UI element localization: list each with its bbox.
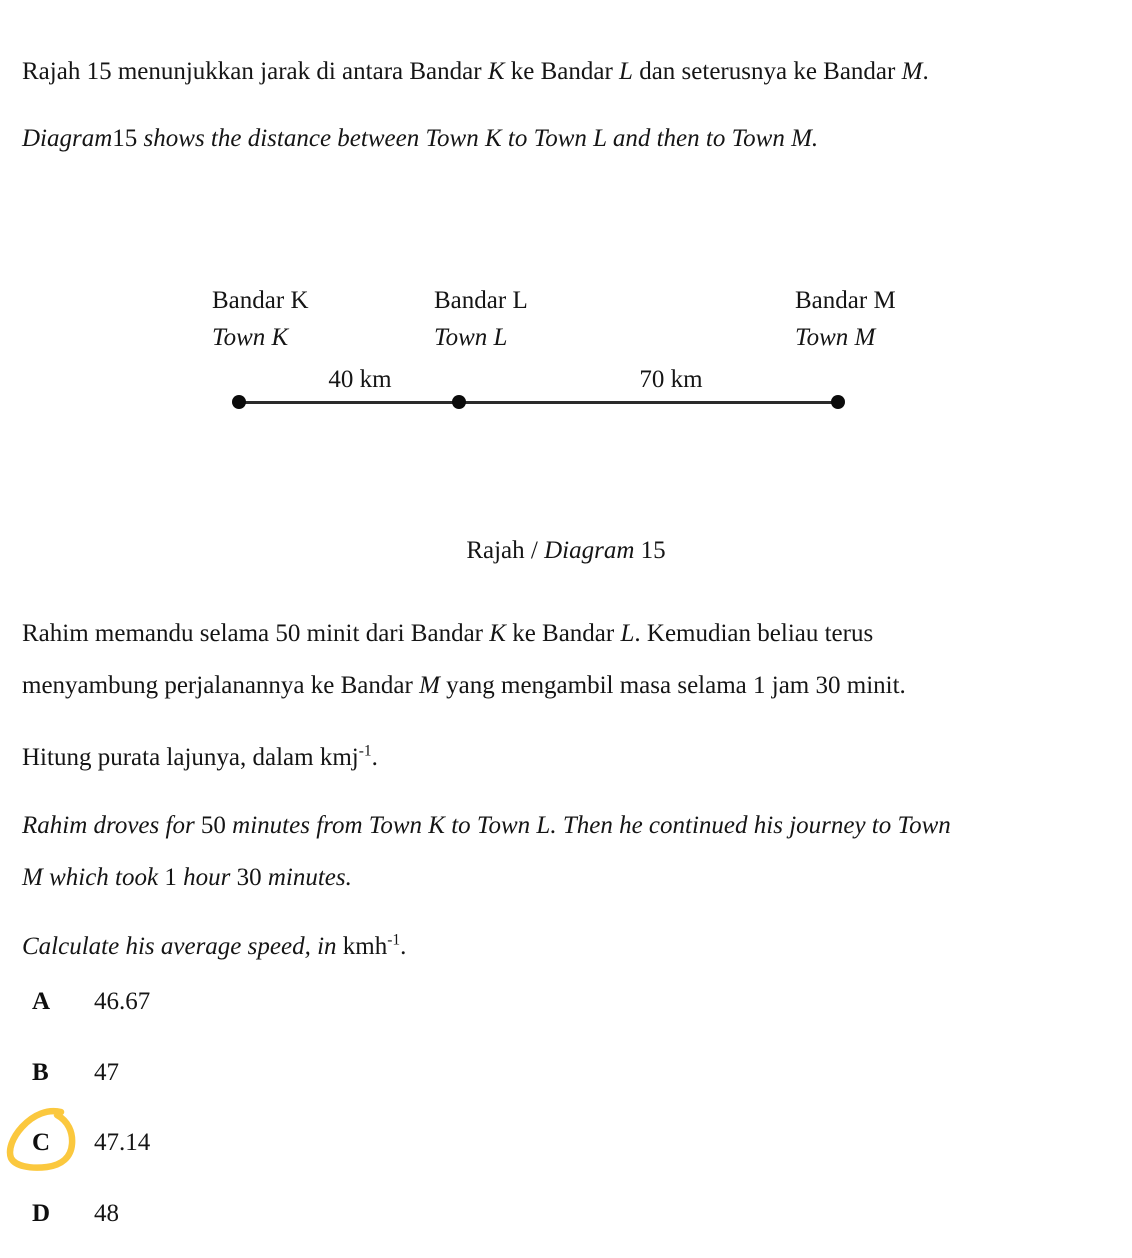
q-en-l1-post: minutes from Town K to Town L. Then he continued his journey to Town [225, 812, 951, 839]
caption-number-value: 15 [640, 537, 666, 564]
statement-malay-town-m: M [901, 58, 923, 85]
diagram-node-k [232, 395, 246, 409]
q-malay-l2-m: M [419, 672, 440, 699]
statement-english-number: 15 [112, 125, 138, 152]
q-en-l2-num-30: 30 [236, 864, 262, 891]
statement-malay-mid-1: ke Bandar [504, 58, 620, 85]
statement-english [22, 113, 1112, 165]
distance-diagram [0, 260, 1132, 430]
diagram-caption [0, 534, 1132, 568]
q-en-l2-b: hour [176, 864, 237, 891]
q-en-ask-post: . [400, 933, 407, 960]
q-en-l1-pre: Rahim droves for [22, 812, 201, 839]
caption-italic-word: Diagram [544, 537, 635, 564]
q-en-l2-a: M which took [22, 864, 165, 891]
diagram-town-label-m [795, 282, 896, 356]
statement-malay-mid-2: dan seterusnya ke Bandar [632, 58, 902, 85]
option-b-letter: B [32, 1059, 49, 1086]
question-malay-ask [22, 732, 1112, 784]
diagram-town-label-l [434, 282, 528, 356]
diagram-town-label-k [212, 282, 309, 356]
q-en-ask-exponent: -1 [387, 931, 401, 949]
q-en-l2-c: minutes. [261, 864, 352, 891]
option-b-value: 47 [94, 1059, 119, 1086]
statement-malay-suffix: . [922, 58, 929, 85]
town-m-malay: Bandar M [795, 287, 896, 314]
statement-malay-town-l: L [619, 58, 633, 85]
q-malay-l1-mid: ke Bandar [505, 620, 621, 647]
diagram-node-l [452, 395, 466, 409]
statement-english-rest: shows the distance between Town K to Town L and then to Town M. [137, 125, 819, 152]
option-c-letter: C [32, 1129, 51, 1156]
town-l-malay: Bandar L [434, 287, 528, 314]
q-en-l2-num-1: 1 [164, 864, 177, 891]
diagram-node-m [831, 395, 845, 409]
town-l-english: Town L [434, 324, 508, 351]
question-english-body [22, 800, 1114, 904]
statement-english-diagram-word: Diagram [22, 125, 113, 152]
option-d-letter: D [32, 1200, 51, 1227]
q-en-l1-num-50: 50 [200, 812, 226, 839]
answer-option-c[interactable] [0, 1126, 400, 1174]
q-malay-ask-pre: Hitung purata lajunya, dalam kmj [22, 744, 359, 771]
route-line [239, 401, 838, 404]
q-malay-l1-pre: Rahim memandu selama 50 minit dari Bandar [22, 620, 490, 647]
question-malay-body [22, 608, 1112, 712]
town-k-english: Town K [212, 324, 289, 351]
statement-malay-town-k: K [487, 58, 505, 85]
q-malay-l2-pre: menyambung perjalanannya ke Bandar [22, 672, 420, 699]
town-k-malay: Bandar K [212, 287, 309, 314]
q-en-ask-unit: kmh [342, 933, 388, 960]
statement-malay-prefix: Rajah 15 menunjukkan jarak di antara Bandar [22, 58, 488, 85]
q-malay-l1-k: K [489, 620, 506, 647]
q-malay-l1-l: L [620, 620, 635, 647]
distance-label-l-m: 70 km [639, 366, 703, 393]
answer-option-d[interactable] [0, 1197, 400, 1245]
caption-prefix: Rajah / [466, 537, 545, 564]
option-a-value: 46.67 [94, 988, 151, 1015]
option-a-letter: A [32, 988, 51, 1015]
statement-malay [22, 46, 1112, 98]
town-m-english: Town M [795, 324, 876, 351]
question-english-ask [22, 921, 1112, 973]
q-malay-ask-post: . [371, 744, 378, 771]
distance-label-k-l: 40 km [328, 366, 392, 393]
option-d-value: 48 [94, 1200, 119, 1227]
q-malay-ask-exponent: -1 [358, 742, 372, 760]
q-malay-l1-post: . Kemudian beliau terus [634, 620, 874, 647]
answer-option-a[interactable] [0, 985, 400, 1033]
q-malay-l2-post: yang mengambil masa selama 1 jam 30 minit. [439, 672, 906, 699]
q-en-ask-pre: Calculate his average speed, in [22, 933, 343, 960]
option-c-value: 47.14 [94, 1129, 151, 1156]
answer-option-b[interactable] [0, 1056, 400, 1104]
